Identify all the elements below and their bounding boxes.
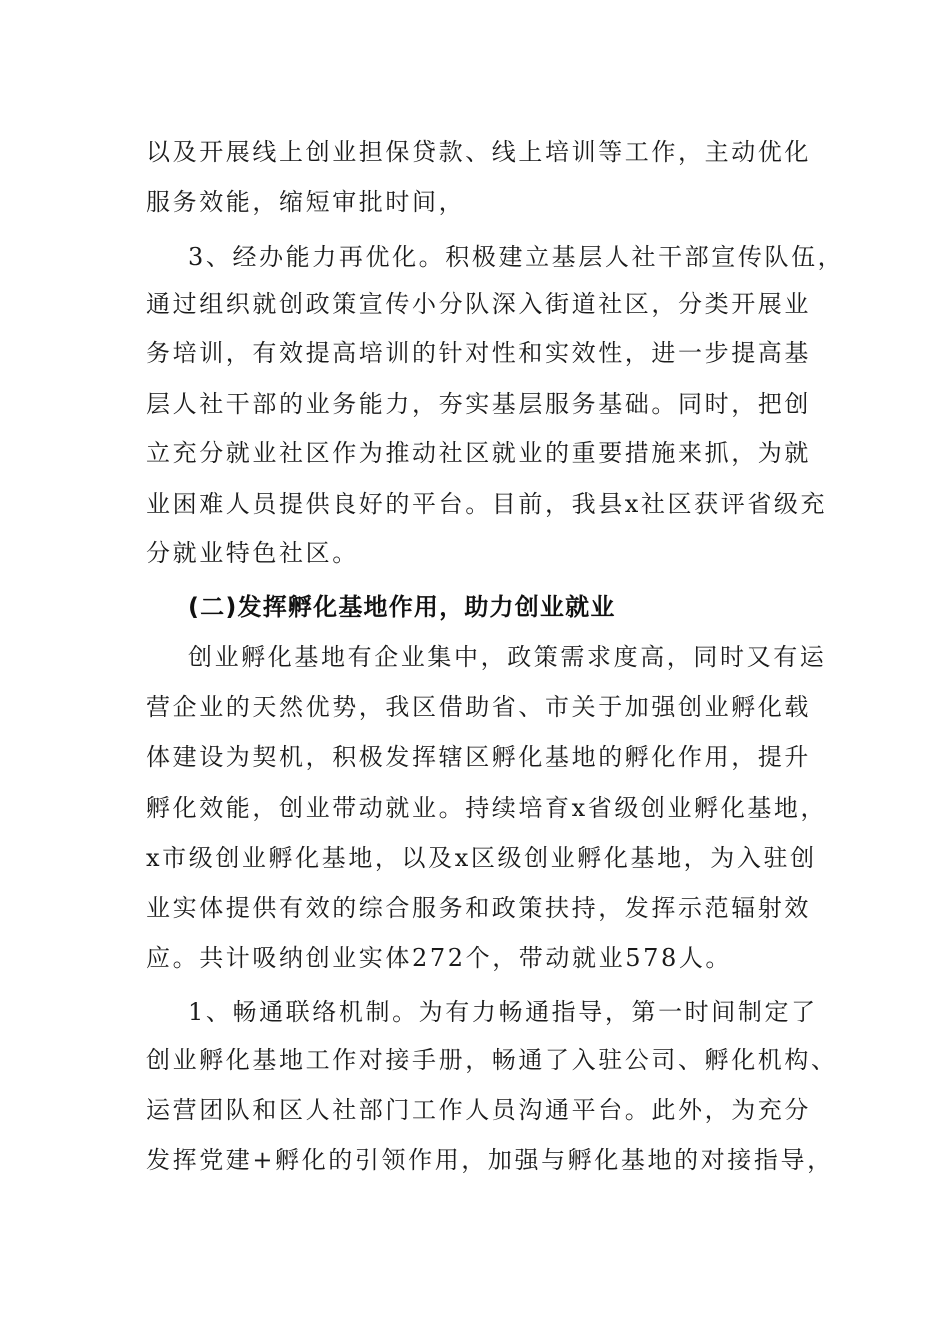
text-line: 务培训，有效提高培训的针对性和实效性，进一步提高基 <box>146 339 811 367</box>
text-line: 创业孵化基地工作对接手册，畅通了入驻公司、孵化机构、 <box>146 1046 838 1074</box>
text-line: 立充分就业社区作为推动社区就业的重要措施来抓，为就 <box>146 439 811 467</box>
text-line: 服务效能，缩短审批时间， <box>146 188 466 216</box>
text-line: 业实体提供有效的综合服务和政策扶持，发挥示范辐射效 <box>146 894 811 922</box>
text-line: 创业孵化基地有企业集中，政策需求度高，同时又有运 <box>188 643 827 671</box>
text-line: 营企业的天然优势，我区借助省、市关于加强创业孵化载 <box>146 693 811 721</box>
text-line: 孵化效能，创业带动就业。持续培育x省级创业孵化基地， <box>146 794 828 822</box>
text-line: 发挥党建+孵化的引领作用，加强与孵化基地的对接指导， <box>146 1146 834 1174</box>
text-line: 层人社干部的业务能力，夯实基层服务基础。同时，把创 <box>146 390 811 418</box>
text-line: 运营团队和区人社部门工作人员沟通平台。此外，为充分 <box>146 1096 811 1124</box>
text-line: 通过组织就创政策宣传小分队深入街道社区，分类开展业 <box>146 290 811 318</box>
section-heading: (二)发挥孵化基地作用，助力创业就业 <box>188 593 616 621</box>
text-line: 体建设为契机，积极发挥辖区孵化基地的孵化作用，提升 <box>146 743 811 771</box>
text-line: 3、经办能力再优化。积极建立基层人社干部宣传队伍， <box>188 243 845 271</box>
text-line: 应。共计吸纳创业实体272个，带动就业578人。 <box>146 944 733 972</box>
text-line: 1、畅通联络机制。为有力畅通指导，第一时间制定了 <box>188 998 818 1026</box>
text-line: 业困难人员提供良好的平台。目前，我县x社区获评省级充 <box>146 490 828 518</box>
text-line: 以及开展线上创业担保贷款、线上培训等工作，主动优化 <box>146 138 811 166</box>
text-line: 分就业特色社区。 <box>146 539 359 567</box>
text-line: x市级创业孵化基地，以及x区级创业孵化基地，为入驻创 <box>146 844 817 872</box>
